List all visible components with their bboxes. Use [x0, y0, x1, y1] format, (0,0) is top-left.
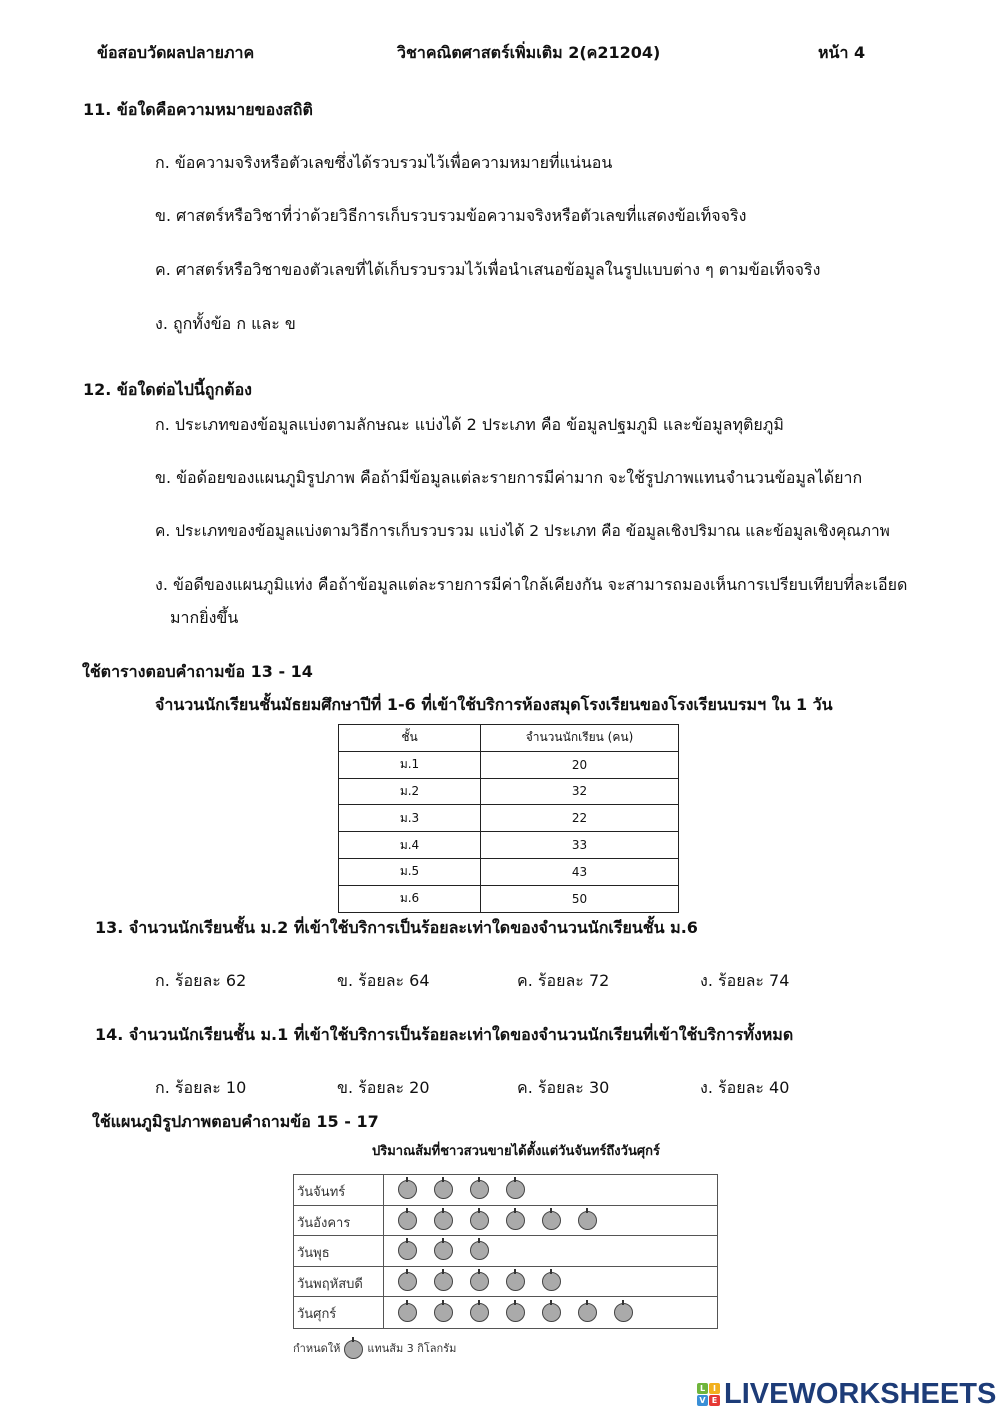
logo-text: LIVEWORKSHEETS — [724, 1378, 997, 1410]
q11-option-b[interactable]: ข. ศาสตร์หรือวิชาที่ว่าด้วยวิธีการเก็บรวบรวมข้อความจริงหรือตัวเลขที่แสดงข้อเท็จจริง — [155, 206, 747, 225]
pictograph-icons — [384, 1175, 525, 1205]
orange-icon — [470, 1272, 489, 1291]
orange-icon — [398, 1303, 417, 1322]
cell-count: 43 — [481, 858, 679, 885]
legend-prefix: กำหนดให้ — [293, 1342, 341, 1355]
cell-count: 50 — [481, 885, 679, 912]
q14-option-a[interactable]: ก. ร้อยละ 10 — [155, 1078, 247, 1097]
q11-option-d[interactable]: ง. ถูกทั้งข้อ ก และ ข — [155, 314, 296, 333]
pictograph-row — [294, 1236, 717, 1267]
q13-option-d[interactable]: ง. ร้อยละ 74 — [700, 971, 790, 990]
cell-count: 33 — [481, 832, 679, 859]
pictograph-row-label: วันศุกร์ — [294, 1297, 384, 1328]
table-row — [339, 832, 679, 859]
q12-option-b[interactable]: ข. ข้อด้อยของแผนภูมิรูปภาพ คือถ้ามีข้อมูลแต่ละรายการมีค่ามาก จะใช้รูปภาพแทนจำนวนข้อมูลได้ยาก — [155, 468, 863, 487]
q13-option-a[interactable]: ก. ร้อยละ 62 — [155, 971, 247, 990]
logo-letter-tile: V — [697, 1395, 708, 1406]
table-row — [339, 858, 679, 885]
orange-icon — [470, 1241, 489, 1260]
orange-icon — [434, 1303, 453, 1322]
table-row — [339, 805, 679, 832]
orange-icon — [434, 1241, 453, 1260]
logo-badge-icon — [697, 1383, 720, 1406]
header-center: วิชาคณิตศาสตร์เพิ่มเติม 2(ค21204) — [397, 43, 661, 62]
orange-icon — [398, 1180, 417, 1199]
pictograph-row — [294, 1267, 717, 1298]
orange-icon — [542, 1303, 561, 1322]
legend-suffix: แทนส้ม 3 กิโลกรัม — [367, 1342, 457, 1355]
table-title: จำนวนนักเรียนชั้นมัธยมศึกษาปีที่ 1-6 ที่เข้าใช้บริการห้องสมุดโรงเรียนของโรงเรียนบรมฯ ใน 1 วัน — [155, 695, 833, 714]
logo-letter-tile: E — [709, 1395, 720, 1406]
q13-option-b[interactable]: ข. ร้อยละ 64 — [337, 971, 430, 990]
q12-option-a[interactable]: ก. ประเภทของข้อมูลแบ่งตามลักษณะ แบ่งได้ 2 ประเภท คือ ข้อมูลปฐมภูมิ และข้อมูลทุติยภูมิ — [155, 415, 784, 434]
logo-letter-tile: L — [697, 1383, 708, 1394]
pictograph-icons — [384, 1267, 561, 1297]
orange-icon — [542, 1211, 561, 1230]
orange-icon — [578, 1211, 597, 1230]
orange-icon — [434, 1211, 453, 1230]
logo-letter-tile: I — [709, 1383, 720, 1394]
q11-option-a[interactable]: ก. ข้อความจริงหรือตัวเลขซึ่งได้รวบรวมไว้เพื่อความหมายที่แน่นอน — [155, 153, 613, 172]
orange-icon — [614, 1303, 633, 1322]
cell-count: 32 — [481, 778, 679, 805]
table-row — [339, 751, 679, 778]
q13-option-c[interactable]: ค. ร้อยละ 72 — [517, 971, 610, 990]
cell-grade: ม.1 — [339, 751, 481, 778]
pictograph-row — [294, 1297, 717, 1328]
pictograph-title: ปริมาณส้มที่ชาวสวนขายได้ตั้งแต่วันจันทร์ถึงวันศุกร์ — [372, 1144, 660, 1159]
liveworksheets-logo — [697, 1378, 996, 1411]
students-table — [338, 724, 679, 913]
q14-option-d[interactable]: ง. ร้อยละ 40 — [700, 1078, 790, 1097]
orange-icon — [506, 1303, 525, 1322]
orange-icon — [398, 1211, 417, 1230]
q14-option-c[interactable]: ค. ร้อยละ 30 — [517, 1078, 610, 1097]
cell-grade: ม.5 — [339, 858, 481, 885]
cell-count: 20 — [481, 751, 679, 778]
q14-option-b[interactable]: ข. ร้อยละ 20 — [337, 1078, 430, 1097]
q12-option-d-cont: มากยิ่งขึ้น — [170, 608, 239, 627]
orange-icon — [434, 1180, 453, 1199]
pictograph-icons — [384, 1236, 489, 1266]
orange-icon — [506, 1211, 525, 1230]
pictograph-icons — [384, 1297, 633, 1328]
pictograph-row-label: วันจันทร์ — [294, 1175, 384, 1205]
orange-icon — [470, 1211, 489, 1230]
pictograph-chart — [293, 1174, 718, 1329]
orange-icon — [578, 1303, 597, 1322]
pictograph-legend — [293, 1339, 456, 1359]
q11-option-c[interactable]: ค. ศาสตร์หรือวิชาของตัวเลขที่ได้เก็บรวบรวมไว้เพื่อนำเสนอข้อมูลในรูปแบบต่าง ๆ ตามข้อเท็จจริง — [155, 260, 821, 279]
q13-question: 13. จำนวนนักเรียนชั้น ม.2 ที่เข้าใช้บริการเป็นร้อยละเท่าใดของจำนวนนักเรียนชั้น ม.6 — [95, 918, 698, 937]
q14-question: 14. จำนวนนักเรียนชั้น ม.1 ที่เข้าใช้บริการเป็นร้อยละเท่าใดของจำนวนนักเรียนที่เข้าใช้บริการทั้งหมด — [95, 1025, 794, 1044]
pictograph-intro: ใช้แผนภูมิรูปภาพตอบคำถามข้อ 15 - 17 — [92, 1112, 379, 1131]
pictograph-row-label: วันอังคาร — [294, 1206, 384, 1236]
header-grade: ชั้น — [339, 725, 481, 752]
pictograph-row — [294, 1206, 717, 1237]
q12-option-d[interactable]: ง. ข้อดีของแผนภูมิแท่ง คือถ้าข้อมูลแต่ละรายการมีค่าใกล้เคียงกัน จะสามารถมองเห็นการเปรียบเทียบที่ละเอียด — [155, 575, 908, 594]
orange-icon — [434, 1272, 453, 1291]
header-page: หน้า 4 — [818, 43, 866, 62]
cell-count: 22 — [481, 805, 679, 832]
table-intro: ใช้ตารางตอบคำถามข้อ 13 - 14 — [82, 662, 313, 681]
orange-icon — [506, 1272, 525, 1291]
pictograph-row-label: วันพุธ — [294, 1236, 384, 1266]
table-row — [339, 778, 679, 805]
table-row — [339, 885, 679, 912]
cell-grade: ม.4 — [339, 832, 481, 859]
table-header-row — [339, 725, 679, 752]
pictograph-row-label: วันพฤหัสบดี — [294, 1267, 384, 1297]
q12-question: 12. ข้อใดต่อไปนี้ถูกต้อง — [83, 380, 252, 399]
q12-option-c[interactable]: ค. ประเภทของข้อมูลแบ่งตามวิธีการเก็บรวบรวม แบ่งได้ 2 ประเภท คือ ข้อมูลเชิงปริมาณ และข้อมูลเชิงคุณภาพ — [155, 522, 890, 540]
cell-grade: ม.3 — [339, 805, 481, 832]
cell-grade: ม.6 — [339, 885, 481, 912]
orange-icon — [506, 1180, 525, 1199]
orange-icon — [398, 1241, 417, 1260]
orange-icon — [344, 1340, 363, 1359]
header-count: จำนวนนักเรียน (คน) — [481, 725, 679, 752]
orange-icon — [398, 1272, 417, 1291]
orange-icon — [470, 1303, 489, 1322]
pictograph-icons — [384, 1206, 597, 1236]
orange-icon — [542, 1272, 561, 1291]
q11-question: 11. ข้อใดคือความหมายของสถิติ — [83, 100, 313, 119]
cell-grade: ม.2 — [339, 778, 481, 805]
header-left: ข้อสอบวัดผลปลายภาค — [97, 43, 255, 62]
orange-icon — [470, 1180, 489, 1199]
pictograph-row — [294, 1175, 717, 1206]
